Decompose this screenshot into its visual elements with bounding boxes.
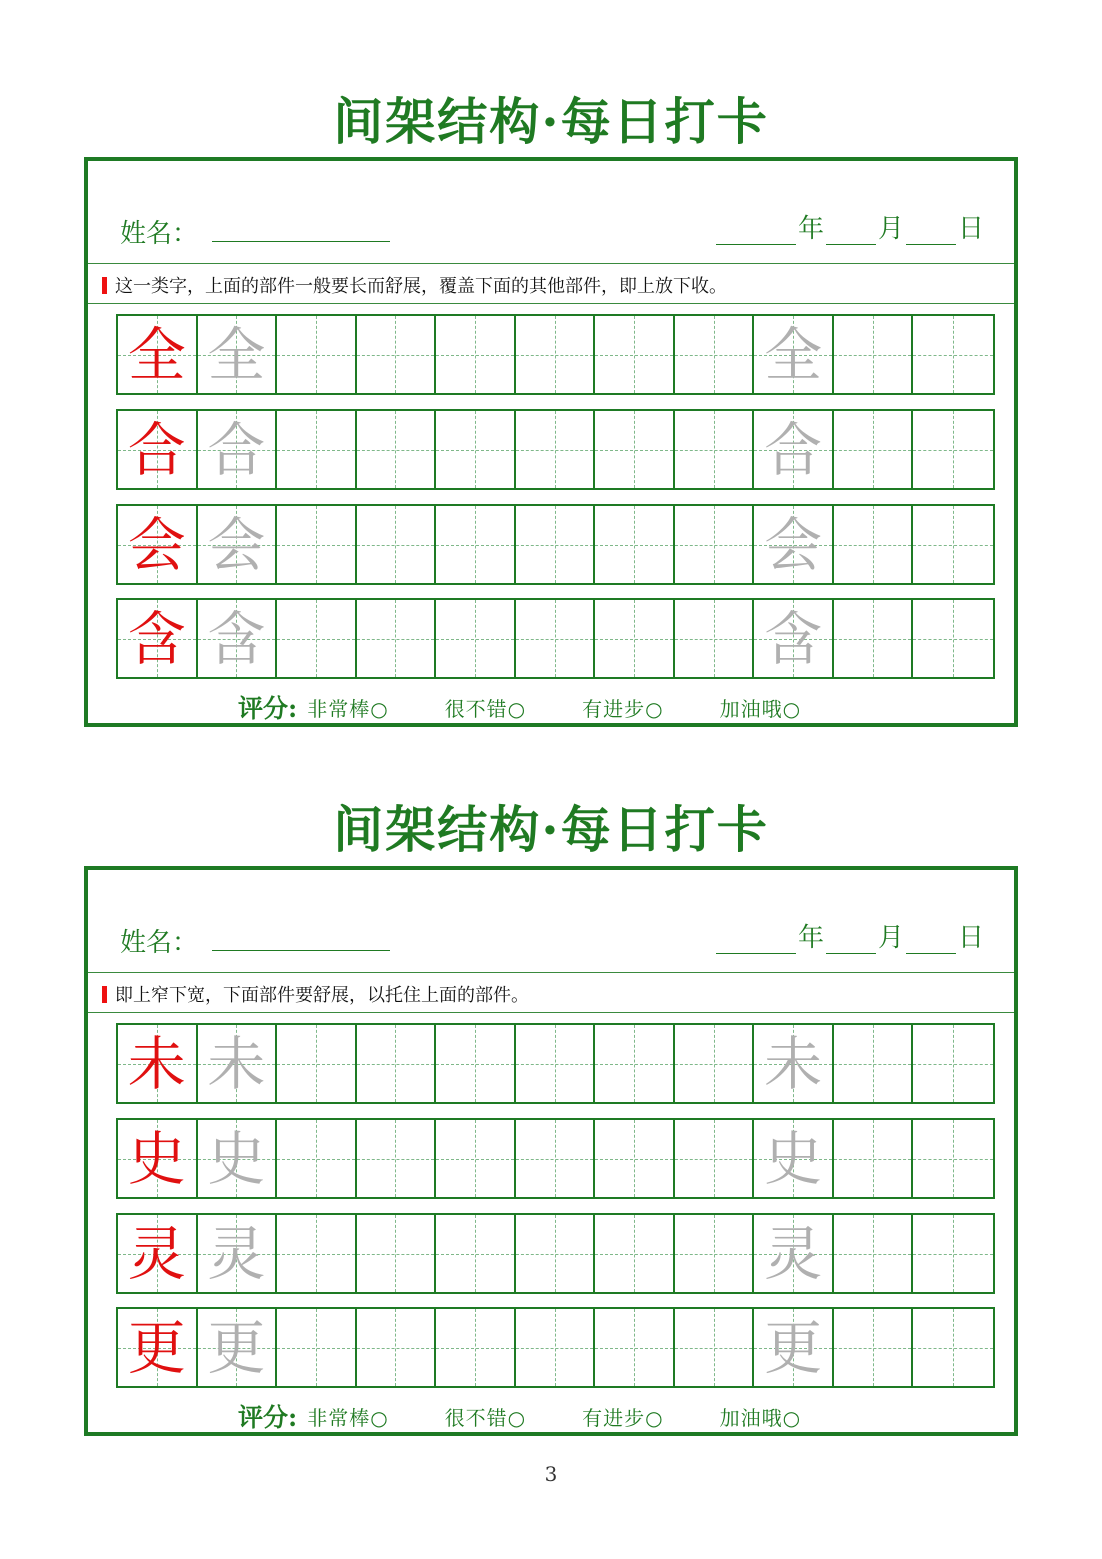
tip-text: 这一类字，上面的部件一般要长而舒展，覆盖下面的其他部件，即上放下收。 xyxy=(115,276,727,297)
score-label: 评分: xyxy=(238,1403,298,1432)
divider xyxy=(88,303,1014,304)
writing-cell[interactable] xyxy=(118,1215,198,1292)
writing-cell[interactable] xyxy=(436,1309,516,1386)
practice-row xyxy=(116,598,995,679)
writing-cell[interactable] xyxy=(595,411,675,488)
writing-cell[interactable] xyxy=(675,1215,755,1292)
writing-cell[interactable] xyxy=(595,1025,675,1102)
divider xyxy=(88,972,1014,973)
practice-card xyxy=(84,866,1018,1436)
practice-card xyxy=(84,157,1018,727)
score-option-excellent[interactable]: 非常棒○ xyxy=(307,1405,389,1430)
sheet-title: 间架结构·每日打卡 xyxy=(333,92,769,151)
name-label: 姓名： xyxy=(120,928,199,958)
model-character: 全 xyxy=(127,320,186,389)
writing-cell[interactable] xyxy=(277,1309,357,1386)
writing-cell[interactable] xyxy=(118,1309,198,1386)
score-label: 评分: xyxy=(238,694,298,723)
writing-cell[interactable] xyxy=(277,600,357,677)
writing-cell[interactable] xyxy=(754,411,834,488)
writing-cell[interactable] xyxy=(834,1309,914,1386)
writing-cell[interactable] xyxy=(198,411,278,488)
writing-cell[interactable] xyxy=(277,1025,357,1102)
trace-character: 未 xyxy=(764,1029,823,1098)
month-label: 月 xyxy=(877,923,904,953)
score-option-progress[interactable]: 有进步○ xyxy=(582,1405,664,1430)
writing-cell[interactable] xyxy=(277,1120,357,1197)
writing-cell[interactable] xyxy=(198,316,278,393)
writing-cell[interactable] xyxy=(277,411,357,488)
writing-cell[interactable] xyxy=(198,1120,278,1197)
day-label: 日 xyxy=(957,214,984,244)
writing-cell[interactable] xyxy=(436,316,516,393)
writing-cell[interactable] xyxy=(118,316,198,393)
trace-character: 灵 xyxy=(764,1219,823,1288)
writing-cell[interactable] xyxy=(913,506,993,583)
writing-cell[interactable] xyxy=(595,1309,675,1386)
writing-cell[interactable] xyxy=(436,1025,516,1102)
writing-cell[interactable] xyxy=(754,316,834,393)
page-number: 3 xyxy=(544,1462,558,1486)
year-label: 年 xyxy=(797,214,824,244)
writing-cell[interactable] xyxy=(277,1215,357,1292)
trace-character: 会 xyxy=(764,510,823,579)
name-label: 姓名： xyxy=(120,219,199,249)
tip-marker-icon xyxy=(102,277,107,294)
tip-text: 即上窄下宽，下面部件要舒展，以托住上面的部件。 xyxy=(115,985,529,1006)
writing-cell[interactable] xyxy=(198,1025,278,1102)
divider xyxy=(88,1012,1014,1013)
practice-row xyxy=(116,1023,995,1104)
writing-cell[interactable] xyxy=(516,411,596,488)
writing-cell[interactable] xyxy=(118,600,198,677)
tip-marker-icon xyxy=(102,986,107,1003)
writing-cell[interactable] xyxy=(834,1025,914,1102)
writing-cell[interactable] xyxy=(357,1309,437,1386)
practice-row xyxy=(116,504,995,585)
score-option-keep-going[interactable]: 加油哦○ xyxy=(719,1405,802,1430)
trace-character: 未 xyxy=(207,1029,266,1098)
writing-cell[interactable] xyxy=(516,1309,596,1386)
writing-cell[interactable] xyxy=(913,1215,993,1292)
writing-cell[interactable] xyxy=(357,411,437,488)
writing-cell[interactable] xyxy=(595,600,675,677)
model-character: 合 xyxy=(127,415,186,484)
writing-cell[interactable] xyxy=(754,1215,834,1292)
score-option-good[interactable]: 很不错○ xyxy=(444,1405,527,1430)
trace-character: 史 xyxy=(764,1124,823,1193)
year-field[interactable] xyxy=(716,217,796,245)
writing-cell[interactable] xyxy=(675,506,755,583)
writing-cell[interactable] xyxy=(834,600,914,677)
writing-cell[interactable] xyxy=(118,1120,198,1197)
trace-character: 含 xyxy=(764,604,823,673)
month-field[interactable] xyxy=(826,926,876,954)
writing-cell[interactable] xyxy=(595,1120,675,1197)
practice-row xyxy=(116,1307,995,1388)
writing-cell[interactable] xyxy=(516,1120,596,1197)
writing-cell[interactable] xyxy=(357,316,437,393)
writing-cell[interactable] xyxy=(357,1025,437,1102)
writing-cell[interactable] xyxy=(913,1309,993,1386)
year-label: 年 xyxy=(797,923,824,953)
writing-cell[interactable] xyxy=(277,316,357,393)
writing-cell[interactable] xyxy=(675,316,755,393)
writing-cell[interactable] xyxy=(913,600,993,677)
name-field[interactable] xyxy=(212,950,390,951)
day-field[interactable] xyxy=(906,217,956,245)
date-field xyxy=(714,920,984,954)
writing-cell[interactable] xyxy=(118,506,198,583)
writing-cell[interactable] xyxy=(595,316,675,393)
writing-cell[interactable] xyxy=(436,600,516,677)
trace-character: 全 xyxy=(207,320,266,389)
writing-cell[interactable] xyxy=(118,1025,198,1102)
practice-row xyxy=(116,409,995,490)
trace-character: 合 xyxy=(764,415,823,484)
day-label: 日 xyxy=(957,923,984,953)
practice-row xyxy=(116,314,995,395)
writing-cell[interactable] xyxy=(675,1120,755,1197)
instruction-tip xyxy=(102,271,727,299)
model-character: 史 xyxy=(127,1124,186,1193)
sheet-title: 间架结构·每日打卡 xyxy=(333,800,769,859)
practice-row xyxy=(116,1118,995,1199)
score-bar xyxy=(238,689,801,725)
writing-cell[interactable] xyxy=(357,1215,437,1292)
writing-cell[interactable] xyxy=(516,506,596,583)
writing-cell[interactable] xyxy=(754,1309,834,1386)
writing-cell[interactable] xyxy=(516,1215,596,1292)
writing-cell[interactable] xyxy=(834,1120,914,1197)
month-field[interactable] xyxy=(826,217,876,245)
writing-cell[interactable] xyxy=(913,1120,993,1197)
practice-row xyxy=(116,1213,995,1294)
writing-cell[interactable] xyxy=(436,506,516,583)
writing-cell[interactable] xyxy=(913,411,993,488)
writing-cell[interactable] xyxy=(754,600,834,677)
trace-character: 史 xyxy=(207,1124,266,1193)
writing-cell[interactable] xyxy=(834,316,914,393)
score-option-progress[interactable]: 有进步○ xyxy=(582,696,664,721)
writing-cell[interactable] xyxy=(754,1025,834,1102)
writing-cell[interactable] xyxy=(754,506,834,583)
score-option-good[interactable]: 很不错○ xyxy=(444,696,527,721)
trace-character: 会 xyxy=(207,510,266,579)
writing-cell[interactable] xyxy=(675,411,755,488)
date-field xyxy=(714,211,984,245)
writing-cell[interactable] xyxy=(913,1025,993,1102)
writing-cell[interactable] xyxy=(595,1215,675,1292)
writing-cell[interactable] xyxy=(516,316,596,393)
writing-cell[interactable] xyxy=(436,411,516,488)
writing-cell[interactable] xyxy=(357,600,437,677)
day-field[interactable] xyxy=(906,926,956,954)
model-character: 未 xyxy=(127,1029,186,1098)
trace-character: 合 xyxy=(207,415,266,484)
trace-character: 含 xyxy=(207,604,266,673)
model-character: 更 xyxy=(127,1313,186,1382)
writing-cell[interactable] xyxy=(516,600,596,677)
writing-cell[interactable] xyxy=(516,1025,596,1102)
year-field[interactable] xyxy=(716,926,796,954)
trace-character: 更 xyxy=(207,1313,266,1382)
writing-cell[interactable] xyxy=(834,506,914,583)
score-bar xyxy=(238,1398,801,1434)
writing-cell[interactable] xyxy=(198,1309,278,1386)
model-character: 灵 xyxy=(127,1219,186,1288)
writing-cell[interactable] xyxy=(118,411,198,488)
month-label: 月 xyxy=(877,214,904,244)
writing-cell[interactable] xyxy=(675,600,755,677)
writing-cell[interactable] xyxy=(357,1120,437,1197)
name-field[interactable] xyxy=(212,241,390,242)
writing-cell[interactable] xyxy=(834,1215,914,1292)
trace-character: 灵 xyxy=(207,1219,266,1288)
trace-character: 全 xyxy=(764,320,823,389)
writing-cell[interactable] xyxy=(913,316,993,393)
writing-cell[interactable] xyxy=(834,411,914,488)
model-character: 含 xyxy=(127,604,186,673)
model-character: 会 xyxy=(127,510,186,579)
writing-cell[interactable] xyxy=(198,600,278,677)
writing-cell[interactable] xyxy=(198,1215,278,1292)
divider xyxy=(88,263,1014,264)
trace-character: 更 xyxy=(764,1313,823,1382)
score-option-excellent[interactable]: 非常棒○ xyxy=(307,696,389,721)
writing-cell[interactable] xyxy=(436,1215,516,1292)
writing-cell[interactable] xyxy=(357,506,437,583)
writing-cell[interactable] xyxy=(675,1025,755,1102)
writing-cell[interactable] xyxy=(675,1309,755,1386)
writing-cell[interactable] xyxy=(198,506,278,583)
score-option-keep-going[interactable]: 加油哦○ xyxy=(719,696,802,721)
writing-cell[interactable] xyxy=(436,1120,516,1197)
instruction-tip xyxy=(102,980,529,1008)
writing-cell[interactable] xyxy=(595,506,675,583)
writing-cell[interactable] xyxy=(277,506,357,583)
writing-cell[interactable] xyxy=(754,1120,834,1197)
